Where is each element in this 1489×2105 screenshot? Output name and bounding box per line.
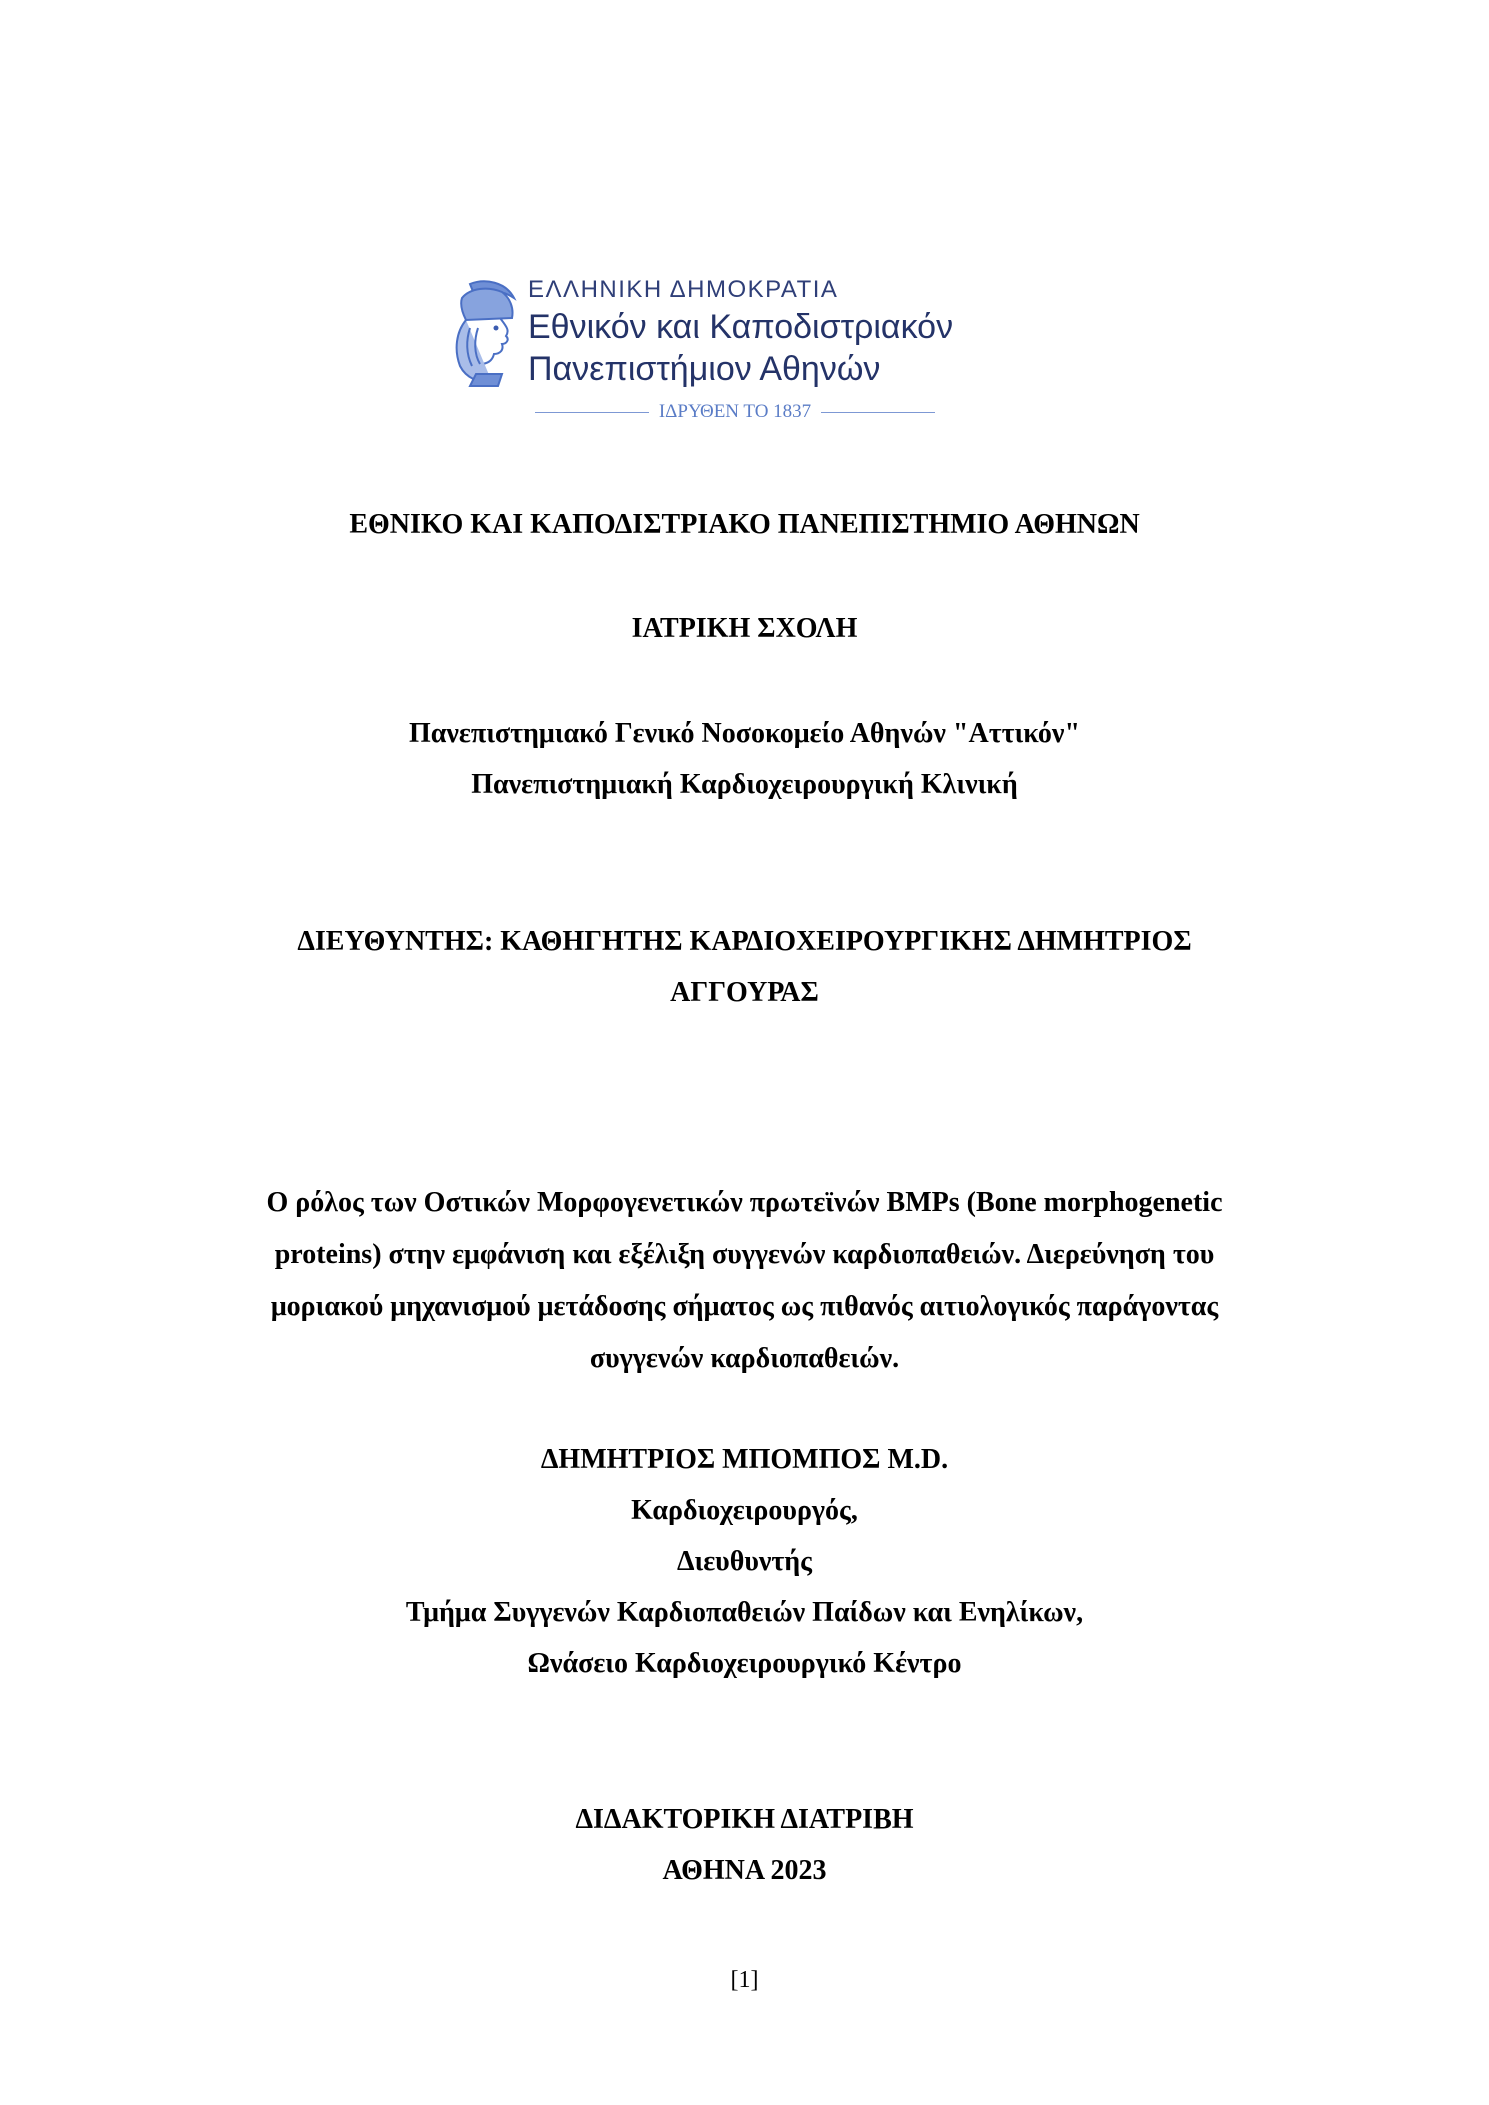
university-logo <box>440 268 1040 438</box>
thesis-title-line: μοριακού μηχανισμού μετάδοσης σήματος ως πιθανός αιτιολογικός παράγοντας <box>270 1291 1219 1322</box>
document-type: ΔΙΔΑΚΤΟΡΙΚΗ ΔΙΑΤΡΙΒΗ <box>575 1804 914 1835</box>
thesis-title-line: proteins) στην εμφάνιση και εξέλιξη συγγενών καρδιοπαθειών. Διερεύνηση του <box>274 1239 1215 1270</box>
university-heading: ΕΘΝΙΚΟ ΚΑΙ ΚΑΠΟΔΙΣΤΡΙΑΚΟ ΠΑΝΕΠΙΣΤΗΜΙΟ ΑΘΗΝΩΝ <box>349 509 1140 540</box>
clinic-name: Πανεπιστημιακή Καρδιοχειρουργική Κλινική <box>471 769 1018 800</box>
author-name: ΔΗΜΗΤΡΙΟΣ ΜΠΟΜΠΟΣ M.D. <box>540 1444 949 1475</box>
logo-university-name-line2: Πανεπιστήμιον Αθηνών <box>528 350 881 388</box>
logo-university-name-line1: Εθνικόν και Καποδιστριακόν <box>528 308 954 346</box>
director-line: ΔΙΕΥΘΥΝΤΗΣ: ΚΑΘΗΓΗΤΗΣ ΚΑΡΔΙΟΧΕΙΡΟΥΡΓΙΚΗΣ ΔΗΜΗΤΡΙΟΣ <box>297 926 1192 957</box>
director-name: ΑΓΓΟΥΡΑΣ <box>670 977 819 1008</box>
logo-founded-line <box>535 401 935 423</box>
thesis-title-line: συγγενών καρδιοπαθειών. <box>589 1343 900 1374</box>
logo-republic-text: ΕΛΛΗΝΙΚΗ ΔΗΜΟΚΡΑΤΙΑ <box>528 276 839 303</box>
school-heading: ΙΑΤΡΙΚΗ ΣΧΟΛΗ <box>631 613 858 644</box>
divider <box>535 412 649 413</box>
thesis-title-line: Ο ρόλος των Οστικών Μορφογενετικών πρωτεϊνών BMPs (Bone morphogenetic <box>266 1187 1223 1218</box>
divider <box>821 412 935 413</box>
place-year: ΑΘΗΝΑ 2023 <box>662 1855 827 1886</box>
author-department: Τμήμα Συγγενών Καρδιοπαθειών Παίδων και Ενηλίκων, <box>405 1597 1084 1628</box>
author-role: Καρδιοχειρουργός, <box>631 1495 858 1526</box>
athena-head-icon <box>440 278 526 390</box>
page-number: [1] <box>730 1967 759 1993</box>
author-center: Ωνάσειο Καρδιοχειρουργικό Κέντρο <box>527 1648 962 1679</box>
hospital-name: Πανεπιστημιακό Γενικό Νοσοκομείο Αθηνών "Αττικόν" <box>408 718 1080 749</box>
logo-founded-text: ΙΔΡΥΘΕΝ ΤΟ 1837 <box>658 401 812 422</box>
author-position: Διευθυντής <box>676 1546 812 1577</box>
